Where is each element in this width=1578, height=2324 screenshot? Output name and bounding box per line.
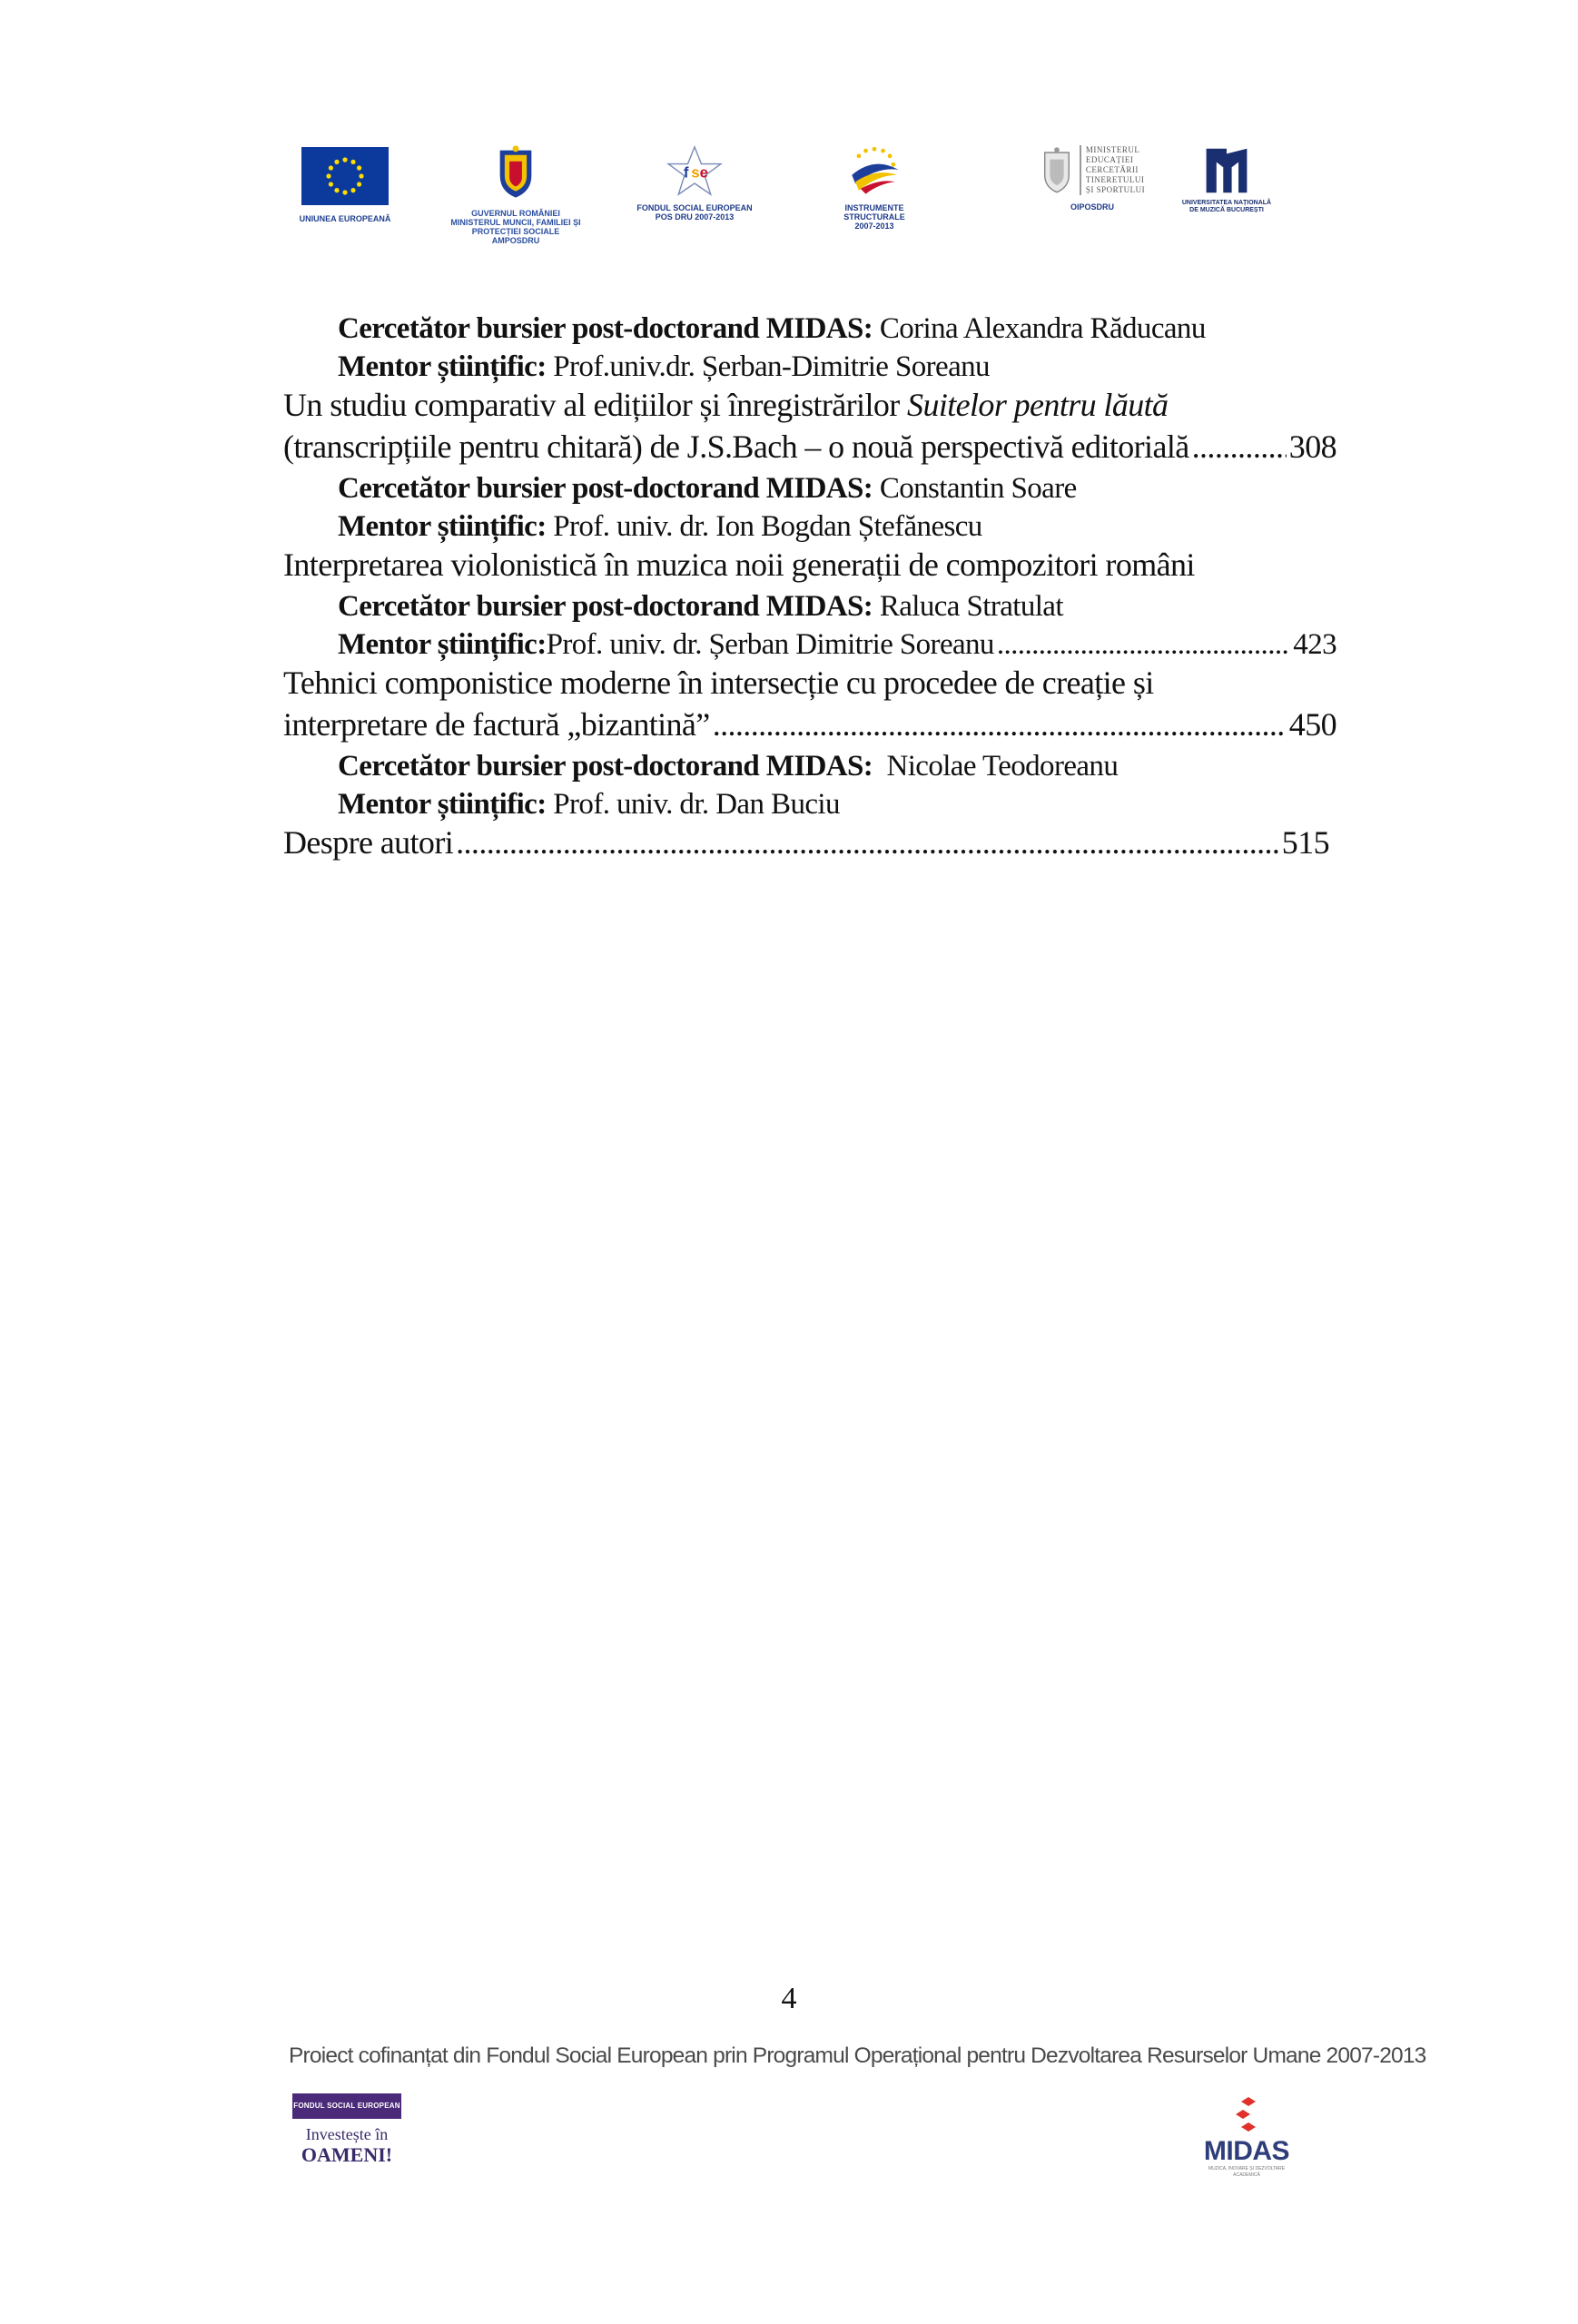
researcher-name: Constantin Soare [873, 472, 1077, 505]
fse-logo-caption [636, 203, 754, 222]
structural-instruments-caption-line: 2007-2013 [854, 222, 894, 231]
midas-subtitle: MUZICA, INOVARE ȘI DEZVOLTARE ACADEMICĂ [1208, 2166, 1286, 2178]
government-caption-line: AMPOSDRU [491, 236, 540, 245]
government-caption-line: GUVERNUL ROMÂNIEI [471, 209, 560, 218]
unmb-caption-line: UNIVERSITATEA NAȚIONALĂ [1181, 200, 1272, 206]
fse-badge-bar: FONDUL SOCIAL EUROPEAN [292, 2093, 401, 2119]
toc-page-number: 515 [1281, 824, 1329, 861]
svg-text:s: s [691, 163, 700, 182]
toc-mentor-line [338, 507, 1336, 547]
fse-logo [636, 145, 754, 222]
fse-star-icon [665, 145, 725, 196]
oiposdru-caption: OIPOSDRU [1070, 202, 1114, 212]
svg-text:f: f [683, 163, 689, 182]
ministry-crest-icon [1040, 145, 1074, 194]
coat-of-arms-icon [492, 143, 539, 200]
ministry-name-line: ȘI SPORTULUI [1085, 185, 1146, 194]
researcher-name: Nicolae Teodoreanu [873, 750, 1119, 783]
mentor-label: Mentor științific: [338, 628, 547, 661]
structural-instruments-caption-line: INSTRUMENTE STRUCTURALE [843, 203, 905, 222]
page-number: 4 [781, 1982, 797, 2015]
researcher-label: Cercetător bursier post-doctorand MIDAS: [338, 312, 873, 345]
toc-title-text: Despre autori [283, 824, 454, 861]
toc-mentor-line [338, 347, 1336, 387]
eu-logo-caption: UNIUNEA EUROPEANĂ [299, 214, 391, 223]
toc-title-text: Un studiu comparativ al edițiilor și înregistrărilor [283, 387, 908, 423]
researcher-label: Cercetător bursier post-doctorand MIDAS: [338, 590, 873, 623]
toc-entry-title-continued[interactable] [283, 704, 1336, 744]
funding-statement: Proiect cofinanțat din Fondul Social European prin Programul Operațional pentru Dezvoltarea Resurselor Umane 2007-2013 [289, 2043, 1426, 2068]
toc-title-text: (transcripțiile pentru chitară) de J.S.Bach – o nouă perspectivă editorială [283, 428, 1189, 465]
toc-researcher-line [338, 586, 1336, 626]
mentor-label: Mentor științific: [338, 510, 547, 543]
unmb-caption-line: DE MUZICĂ BUCUREȘTI [1189, 207, 1264, 213]
midas-logo [1197, 2097, 1297, 2179]
ministry-name [1080, 145, 1145, 195]
ministry-name-line: EDUCAȚIEI [1085, 155, 1134, 164]
government-caption-line: MINISTERUL MUNCII, FAMILIEI ȘI [450, 218, 581, 227]
mentor-label: Mentor științific: [338, 350, 547, 383]
ministry-name-line: MINISTERUL [1085, 145, 1140, 154]
toc-page-number: 450 [1288, 706, 1336, 743]
researcher-label: Cercetător bursier post-doctorand MIDAS: [338, 750, 873, 783]
researcher-name: Corina Alexandra Răducanu [873, 312, 1206, 345]
fse-badge-tagline: Investește în [305, 2125, 389, 2143]
fse-caption-line: FONDUL SOCIAL EUROPEAN [636, 203, 753, 212]
unmb-logo [1177, 145, 1277, 214]
mentor-name: Prof. univ. dr. Ion Bogdan Ștefănescu [546, 510, 982, 543]
unmb-caption [1177, 200, 1277, 214]
toc-entry-title[interactable] [283, 385, 1336, 425]
toc-entry-title[interactable] [283, 822, 1329, 862]
eu-flag-icon [301, 147, 389, 205]
government-logo-caption [447, 209, 585, 245]
researcher-label: Cercetător bursier post-doctorand MIDAS: [338, 472, 873, 505]
toc-researcher-line [338, 468, 1336, 508]
unmb-emblem-icon [1201, 145, 1252, 196]
toc-dot-leader [997, 625, 1290, 665]
ministry-name-line: TINERETULUI [1085, 175, 1145, 184]
structural-instruments-logo [815, 143, 933, 231]
romanian-government-logo [447, 143, 585, 245]
fse-badge-tagline-bold: OAMENI! [301, 2143, 393, 2166]
toc-page-number: 423 [1293, 628, 1336, 661]
svg-text:e: e [699, 163, 708, 182]
toc-mentor-line[interactable] [338, 625, 1336, 665]
researcher-name: Raluca Stratulat [873, 590, 1063, 623]
government-caption-line: PROTECȚIEI SOCIALE [471, 227, 560, 236]
mentor-name: Prof.univ.dr. Șerban-Dimitrie Soreanu [546, 350, 990, 383]
toc-entry-title[interactable] [283, 545, 1336, 585]
midas-wordmark: MIDAS [1203, 2136, 1290, 2166]
toc-title-text: Tehnici componistice moderne în intersecție cu procedee de creație și [283, 665, 1154, 701]
toc-dot-leader [1192, 427, 1287, 467]
midas-diamonds-icon [1228, 2097, 1265, 2133]
mentor-name: Prof. univ. dr. Dan Buciu [546, 788, 840, 821]
eu-logo [293, 147, 397, 223]
ministry-logo-row [1024, 145, 1160, 195]
toc-title-text: Interpretarea violonistică în muzica noii generații de compozitori români [283, 547, 1195, 583]
toc-title-text: interpretare de factură „bizantină” [283, 706, 710, 743]
toc-mentor-line [338, 784, 1336, 824]
toc-title-italic: Suitelor pentru lăută [907, 387, 1169, 423]
toc-page-number: 308 [1288, 428, 1336, 465]
toc-dot-leader [713, 704, 1287, 744]
toc-researcher-line [338, 746, 1336, 786]
mentor-name: Prof. univ. dr. Șerban Dimitrie Soreanu [546, 628, 994, 661]
mentor-label: Mentor științific: [338, 788, 547, 821]
toc-dot-leader [456, 822, 1279, 862]
structural-instruments-icon [840, 143, 909, 196]
fse-caption-line: POS DRU 2007-2013 [655, 212, 735, 222]
ministry-name-line: CERCETĂRII [1085, 165, 1139, 174]
structural-instruments-caption [815, 203, 933, 231]
fse-investeste-badge [292, 2093, 401, 2166]
ministry-education-logo [1024, 145, 1160, 212]
toc-researcher-line [338, 309, 1336, 349]
toc-entry-title[interactable] [283, 663, 1336, 703]
toc-entry-title-continued[interactable] [283, 427, 1336, 467]
